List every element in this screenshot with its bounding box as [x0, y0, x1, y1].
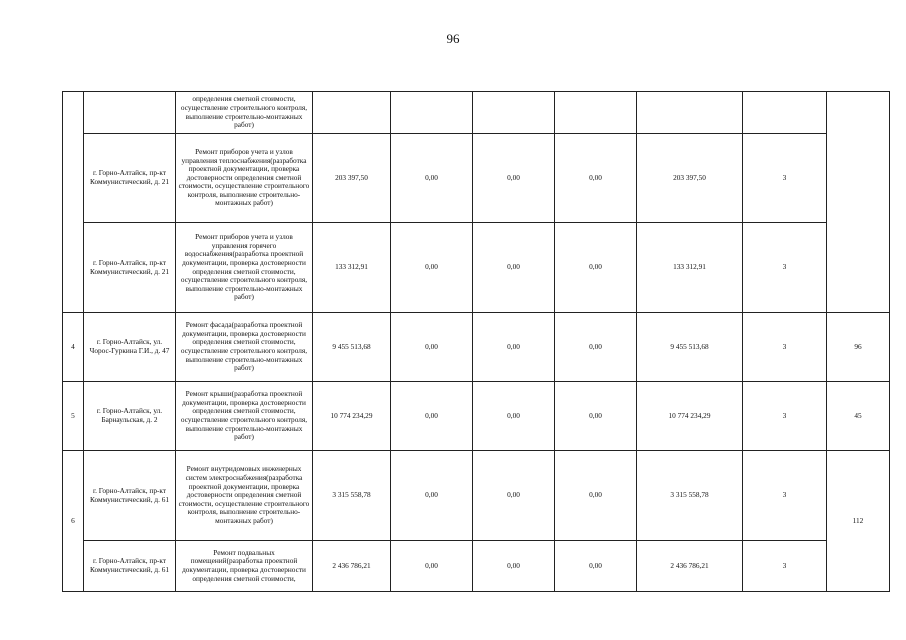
cost-cell [391, 92, 473, 134]
address-text: г. Горно-Алтайск, ул. Чорос-Гуркина Г.И., д. 47 [89, 337, 170, 355]
work-cell [176, 92, 313, 134]
apartments-cell: 96 [827, 313, 890, 382]
year-cell: 3 [743, 313, 827, 382]
year-cell: 3 [743, 382, 827, 451]
cost-cell: 0,00 [391, 134, 473, 223]
cost-cell [473, 92, 555, 134]
year-cell [743, 92, 827, 134]
work-text: Ремонт фасада(разработка проектной документации, проверка достоверности определения сметной стоимости, осуществление строительного контроля, выполнение строительно-монтажных работ) [180, 320, 308, 373]
table-row [63, 134, 890, 223]
cost-cell: 0,00 [391, 451, 473, 541]
total-cost-cell: 10 774 234,29 [313, 382, 391, 451]
work-text: Ремонт крыши(разработка проектной документации, проверка достоверности определения сметной стоимости, осуществление строительного контроля, выполнение строительно-монтажных работ) [180, 389, 308, 442]
repair-program-table [62, 91, 890, 592]
cost-cell: 203 397,50 [637, 134, 743, 223]
cost-cell: 0,00 [391, 223, 473, 313]
cost-cell: 0,00 [555, 313, 637, 382]
work-text: Ремонт внутридомовых инженерных систем электроснабжения(разработка проектной документации, проверка достоверности определения сметной стоимости, осуществление строительного контроля, выполнение строительно-монтажных работ) [178, 464, 310, 525]
table-row [63, 313, 890, 382]
cost-cell: 0,00 [473, 313, 555, 382]
cost-cell: 0,00 [473, 541, 555, 592]
address-text: г. Горно-Алтайск, ул. Барнаульская, д. 2 [96, 406, 163, 424]
cost-cell: 2 436 786,21 [637, 541, 743, 592]
year-cell: 3 [743, 541, 827, 592]
page-number: 96 [446, 31, 460, 46]
year-cell: 3 [743, 223, 827, 313]
cost-cell: 0,00 [473, 382, 555, 451]
cost-cell: 3 315 558,78 [637, 451, 743, 541]
total-cost-cell [313, 92, 391, 134]
total-cost-cell: 203 397,50 [313, 134, 391, 223]
cost-cell: 0,00 [391, 541, 473, 592]
address-text: г. Горно-Алтайск, пр-кт Коммунистический, д. 21 [89, 168, 170, 186]
address-cell [84, 313, 176, 382]
work-text: Ремонт подвальных помещений(разработка проектной документации, проверка достоверности определения сметной стоимости, [182, 547, 306, 583]
work-cell [176, 313, 313, 382]
row-number-cell: 6 [63, 451, 84, 592]
apartments-cell [827, 92, 890, 313]
table-row [63, 541, 890, 592]
work-text: Ремонт приборов учета и узлов управления горячего водоснабжения(разработка проектной документации, проверка достоверности определения сметной стоимости, осуществление строительного контроля, выполнение строительно-монтажных работ) [180, 232, 308, 302]
address-text: г. Горно-Алтайск, пр-кт Коммунистический, д. 61 [89, 556, 170, 574]
cost-cell: 0,00 [391, 382, 473, 451]
table-row [63, 92, 890, 134]
cost-cell: 9 455 513,68 [637, 313, 743, 382]
cost-cell: 0,00 [555, 541, 637, 592]
cost-cell: 0,00 [473, 223, 555, 313]
row-number-cell: 4 [63, 313, 84, 382]
cost-cell [555, 92, 637, 134]
cost-cell: 0,00 [555, 382, 637, 451]
address-cell [84, 92, 176, 134]
total-cost-cell: 133 312,91 [313, 223, 391, 313]
apartments-cell: 112 [827, 451, 890, 592]
cost-cell: 133 312,91 [637, 223, 743, 313]
work-cell [176, 382, 313, 451]
cost-cell: 0,00 [555, 223, 637, 313]
address-cell [84, 223, 176, 313]
cost-cell: 0,00 [555, 134, 637, 223]
cost-cell: 10 774 234,29 [637, 382, 743, 451]
cost-cell: 0,00 [391, 313, 473, 382]
work-text: определения сметной стоимости, осуществление строительного контроля, выполнение строительно-монтажных работ) [180, 94, 308, 130]
table-row [63, 223, 890, 313]
work-cell [176, 451, 313, 541]
row-number-cell: 5 [63, 382, 84, 451]
address-cell [84, 451, 176, 541]
address-cell [84, 541, 176, 592]
work-text: Ремонт приборов учета и узлов управления теплоснабжения(разработка проектной документации, проверка достоверности определения сметной стоимости, осуществление строительного контроля, выполнение строительно-монтажных работ) [178, 146, 310, 208]
work-cell [176, 134, 313, 223]
address-text: г. Горно-Алтайск, пр-кт Коммунистический, д. 61 [89, 485, 170, 504]
total-cost-cell: 9 455 513,68 [313, 313, 391, 382]
cost-cell: 0,00 [555, 451, 637, 541]
row-number-cell [63, 92, 84, 313]
apartments-cell: 45 [827, 382, 890, 451]
work-cell [176, 223, 313, 313]
total-cost-cell: 3 315 558,78 [313, 451, 391, 541]
table-row [63, 382, 890, 451]
address-cell [84, 382, 176, 451]
address-text: г. Горно-Алтайск, пр-кт Коммунистический, д. 21 [89, 257, 170, 276]
cost-cell: 0,00 [473, 451, 555, 541]
cost-cell [637, 92, 743, 134]
year-cell: 3 [743, 451, 827, 541]
total-cost-cell: 2 436 786,21 [313, 541, 391, 592]
year-cell: 3 [743, 134, 827, 223]
work-cell [176, 541, 313, 592]
table-row [63, 451, 890, 541]
address-cell [84, 134, 176, 223]
cost-cell: 0,00 [473, 134, 555, 223]
